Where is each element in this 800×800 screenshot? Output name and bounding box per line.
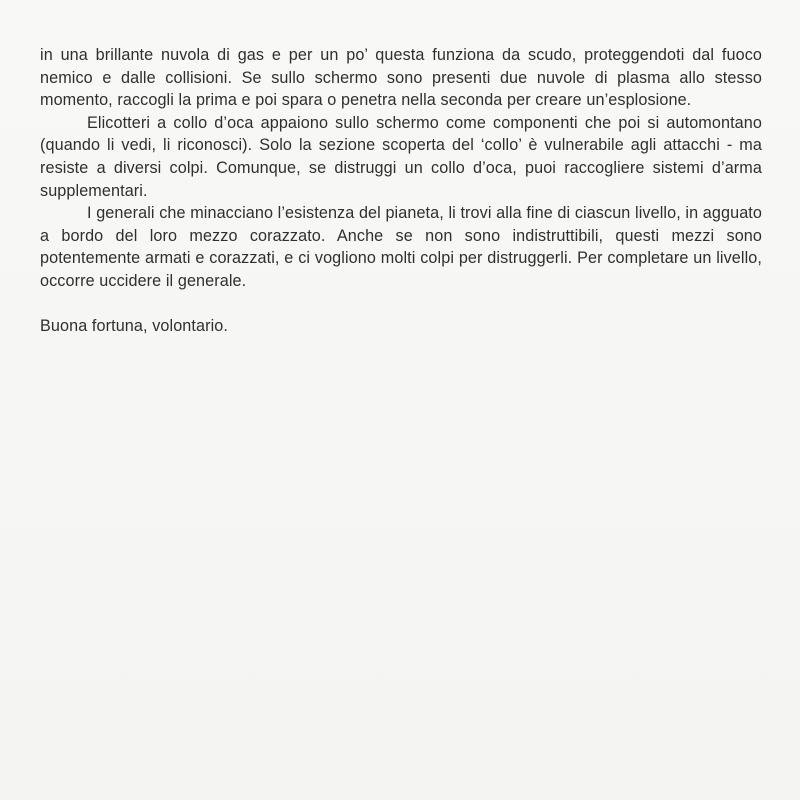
paragraph-generals: I generali che minacciano l’esistenza del pianeta, li trovi alla fine di ciascun livello, in agguato a bordo del loro mezzo corazzato. Anche se non sono indistruttibili, questi mezzi sono potentemente armati e corazzati, e ci vogliono molti colpi per distruggerli. Per completare un livello, occorre uccidere il generale. <box>40 204 762 290</box>
paragraph-gooseneck-helicopters: Elicotteri a collo d’oca appaiono sullo schermo come componenti che poi si automontano (quando li vedi, li riconosci). Solo la sezione scoperta del ‘collo’ è vulnerabile agli attacchi - ma resiste a diversi colpi. Comunque, se distruggi un collo d’oca, puoi raccogliere sistemi d’arma supplementari. <box>40 113 762 200</box>
paragraph-plasma-cloud: in una brillante nuvola di gas e per un po’ questa funziona da scudo, proteggendoti dal fuoco nemico e dalle collisioni. Se sullo schermo sono presenti due nuvole di plasma allo stesso momento, raccogli la prima e poi spara o penetra nella seconda per creare un’esplosione. <box>40 46 762 110</box>
closing-line: Buona fortuna, volontario. <box>40 317 228 336</box>
body-text <box>40 44 762 338</box>
